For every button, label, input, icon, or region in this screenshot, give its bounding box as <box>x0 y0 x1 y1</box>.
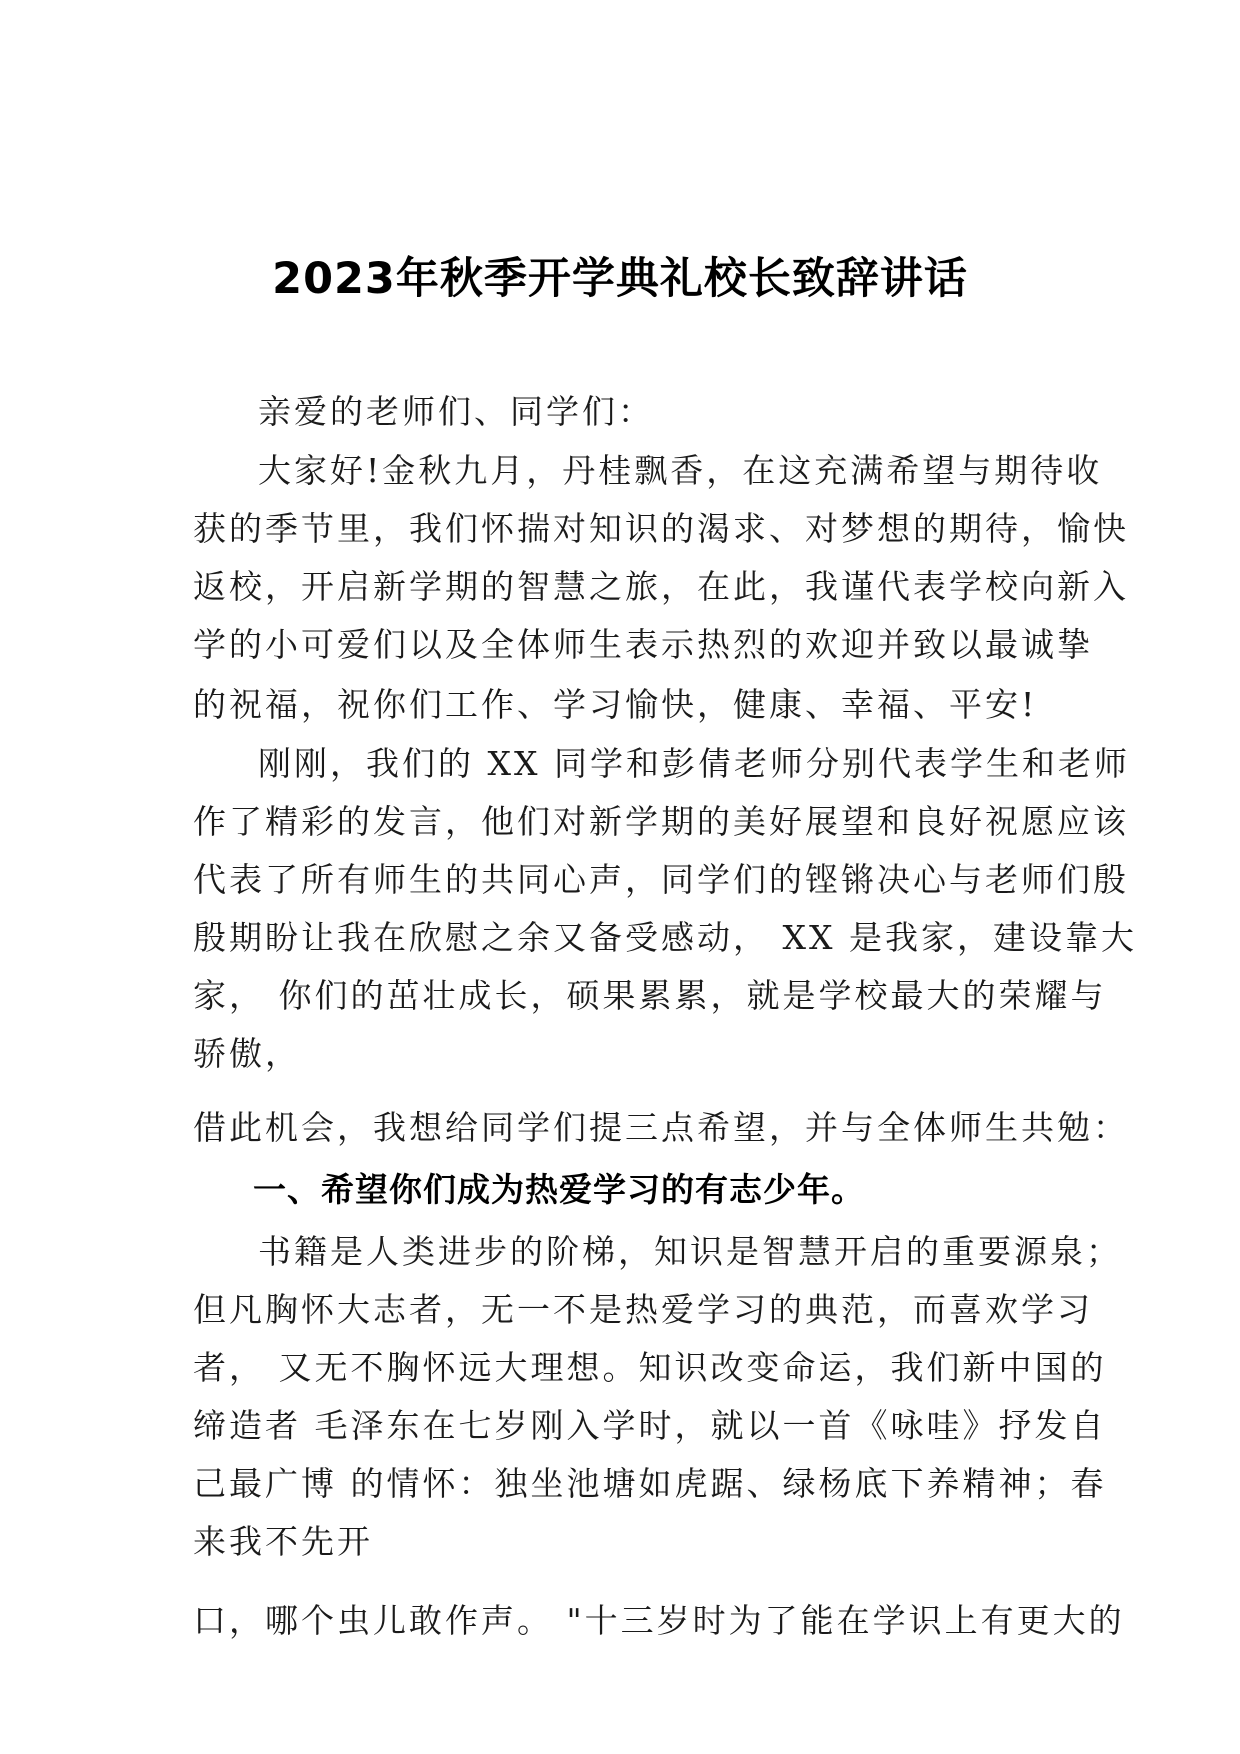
paragraph-line: 返校，开启新学期的智慧之旅，在此，我谨代表学校向新入 <box>193 567 1129 606</box>
paragraph-line: 缔造者 毛泽东在七岁刚入学时，就以一首《咏哇》抒发自 <box>193 1406 1107 1445</box>
paragraph-line: 己最广博 的情怀：独坐池塘如虎踞、绿杨底下养精神；春 <box>193 1464 1107 1503</box>
salutation-line: 亲爱的老师们、同学们： <box>258 392 654 431</box>
section-heading: 一、希望你们成为热爱学习的有志少年。 <box>253 1170 865 1209</box>
document-title: 2023年秋季开学典礼校长致辞讲话 <box>272 254 968 304</box>
paragraph-line: 来我不先开 <box>193 1522 373 1561</box>
paragraph-line: 者， 又无不胸怀远大理想。知识改变命运，我们新中国的 <box>193 1348 1107 1387</box>
paragraph-line: 大家好!金秋九月，丹桂飘香，在这充满希望与期待收 <box>258 451 1103 490</box>
paragraph-line: 的祝福，祝你们工作、学习愉快，健康、幸福、平安! <box>193 685 1038 724</box>
paragraph-line: 书籍是人类进步的阶梯，知识是智慧开启的重要源泉； <box>258 1232 1122 1271</box>
paragraph-line: 口，哪个虫儿敢作声。 "十三岁时为了能在学识上有更大的 <box>193 1601 1125 1640</box>
paragraph-line: 但凡胸怀大志者，无一不是热爱学习的典范，而喜欢学习 <box>193 1290 1093 1329</box>
paragraph-line: 刚刚，我们的 XX 同学和彭倩老师分别代表学生和老师 <box>258 744 1130 783</box>
paragraph-line: 学的小可爱们以及全体师生表示热烈的欢迎并致以最诚挚 <box>193 625 1093 664</box>
paragraph-line: 借此机会，我想给同学们提三点希望，并与全体师生共勉： <box>193 1108 1129 1147</box>
paragraph-line: 殷期盼让我在欣慰之余又备受感动， XX 是我家，建设靠大 <box>193 918 1137 957</box>
paragraph-line: 代表了所有师生的共同心声，同学们的铿锵决心与老师们殷 <box>193 860 1129 899</box>
paragraph-line: 获的季节里，我们怀揣对知识的渴求、对梦想的期待，愉快 <box>193 509 1129 548</box>
paragraph-line: 家， 你们的茁壮成长，硕果累累，就是学校最大的荣耀与 <box>193 976 1107 1015</box>
paragraph-line: 骄傲， <box>193 1034 301 1073</box>
paragraph-line: 作了精彩的发言，他们对新学期的美好展望和良好祝愿应该 <box>193 802 1129 841</box>
